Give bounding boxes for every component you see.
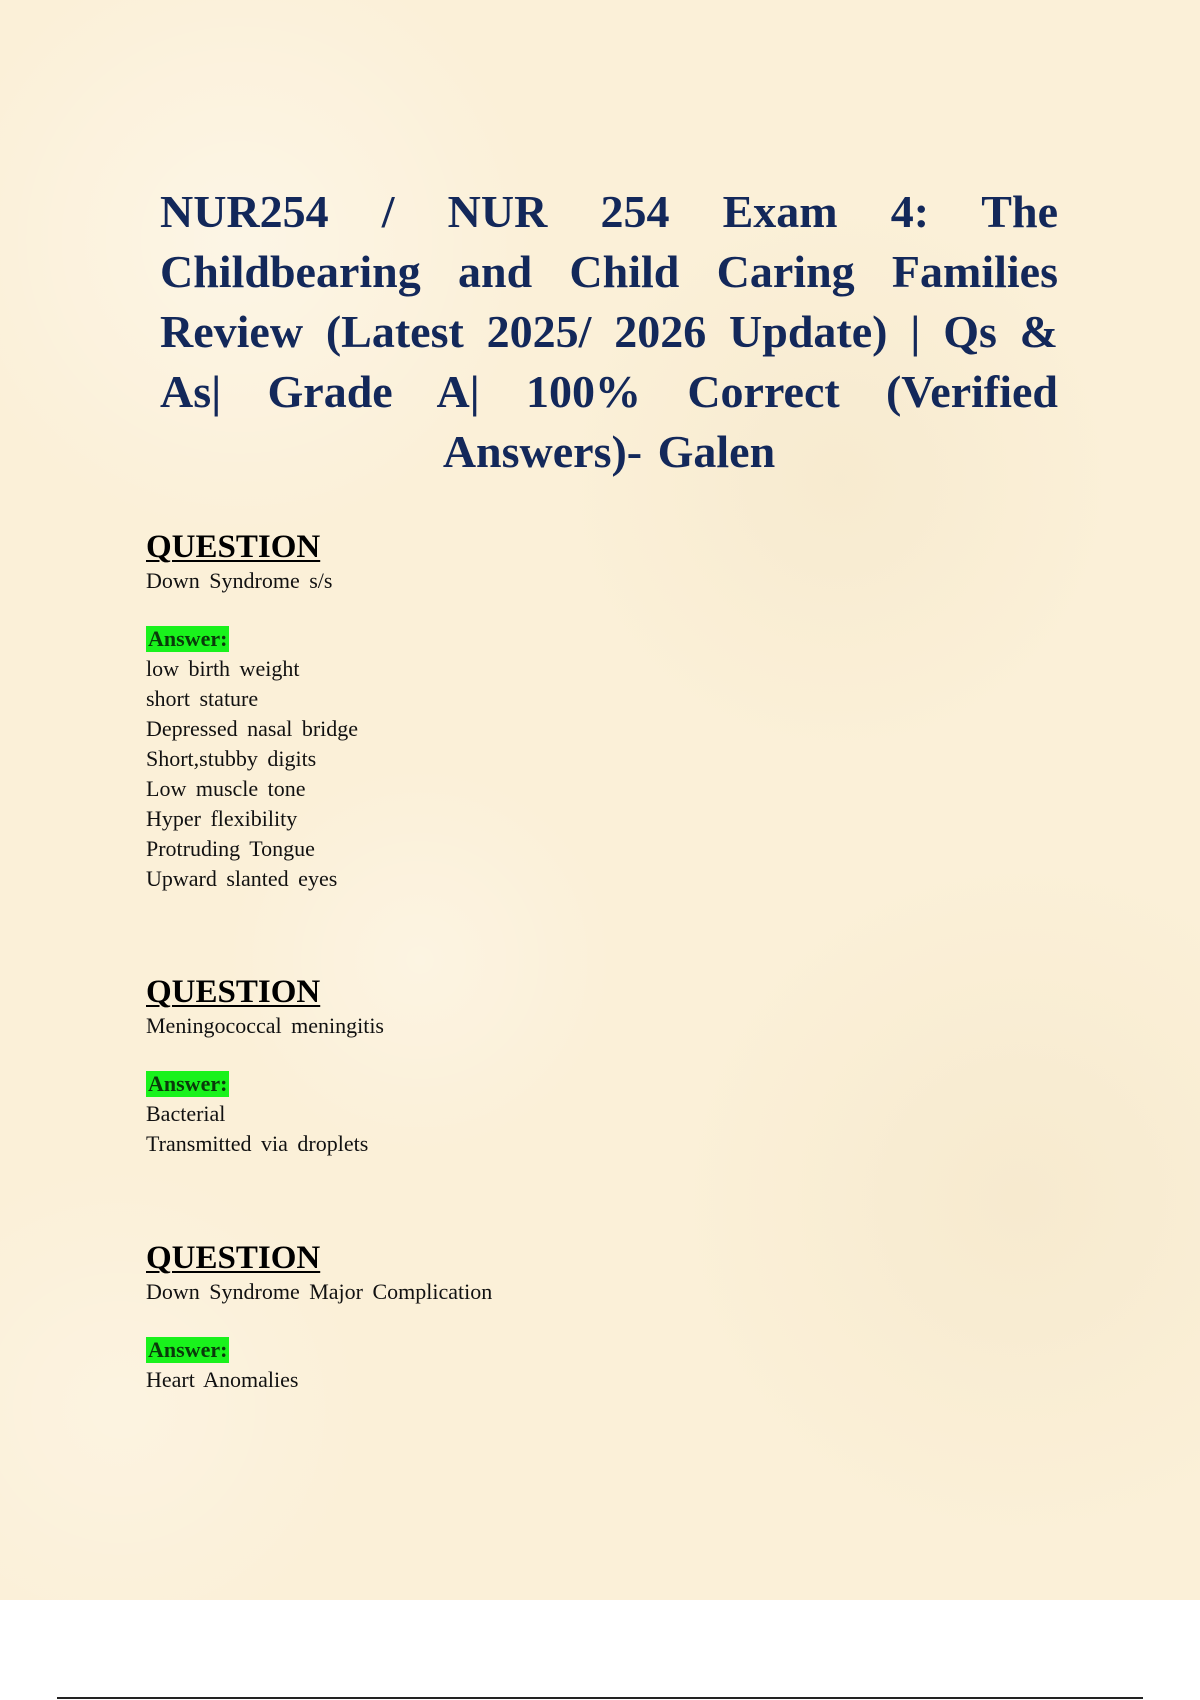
question-text: Down Syndrome s/s xyxy=(146,568,333,593)
document-title: NUR254 / NUR 254 Exam 4: The Childbearing and Child Caring Families Review (Latest 2025/ 2026 Update) | Qs & As| Grade A| 100% Correct (Verified Answers)- Galen xyxy=(160,186,1058,477)
answer-line: Short,stubby digits xyxy=(146,746,317,771)
question-heading: QUESTION xyxy=(146,974,321,1010)
answer-line: Transmitted via droplets xyxy=(146,1131,369,1156)
answer-list xyxy=(146,654,946,894)
answer-line: Low muscle tone xyxy=(146,776,306,801)
question-text: Meningococcal meningitis xyxy=(146,1013,384,1038)
answer-list xyxy=(146,1099,946,1159)
answer-label: Answer: xyxy=(148,626,228,651)
answer-line: Bacterial xyxy=(146,1101,226,1126)
question-text: Down Syndrome Major Complication xyxy=(146,1279,493,1304)
answer-line: Hyper flexibility xyxy=(146,806,298,831)
qa-block-1 xyxy=(146,528,946,894)
answer-list xyxy=(146,1365,946,1395)
qa-block-3 xyxy=(146,1239,946,1395)
question-heading: QUESTION xyxy=(146,529,321,565)
answer-line: Upward slanted eyes xyxy=(146,866,338,891)
answer-label: Answer: xyxy=(148,1337,228,1362)
answer-line: low birth weight xyxy=(146,656,300,681)
footer-divider xyxy=(57,1697,1143,1699)
qa-block-2 xyxy=(146,973,946,1159)
answer-line: short stature xyxy=(146,686,259,711)
answer-label: Answer: xyxy=(148,1071,228,1096)
answer-line: Depressed nasal bridge xyxy=(146,716,359,741)
answer-line: Protruding Tongue xyxy=(146,836,315,861)
answer-line: Heart Anomalies xyxy=(146,1367,299,1392)
question-heading: QUESTION xyxy=(146,1240,321,1276)
